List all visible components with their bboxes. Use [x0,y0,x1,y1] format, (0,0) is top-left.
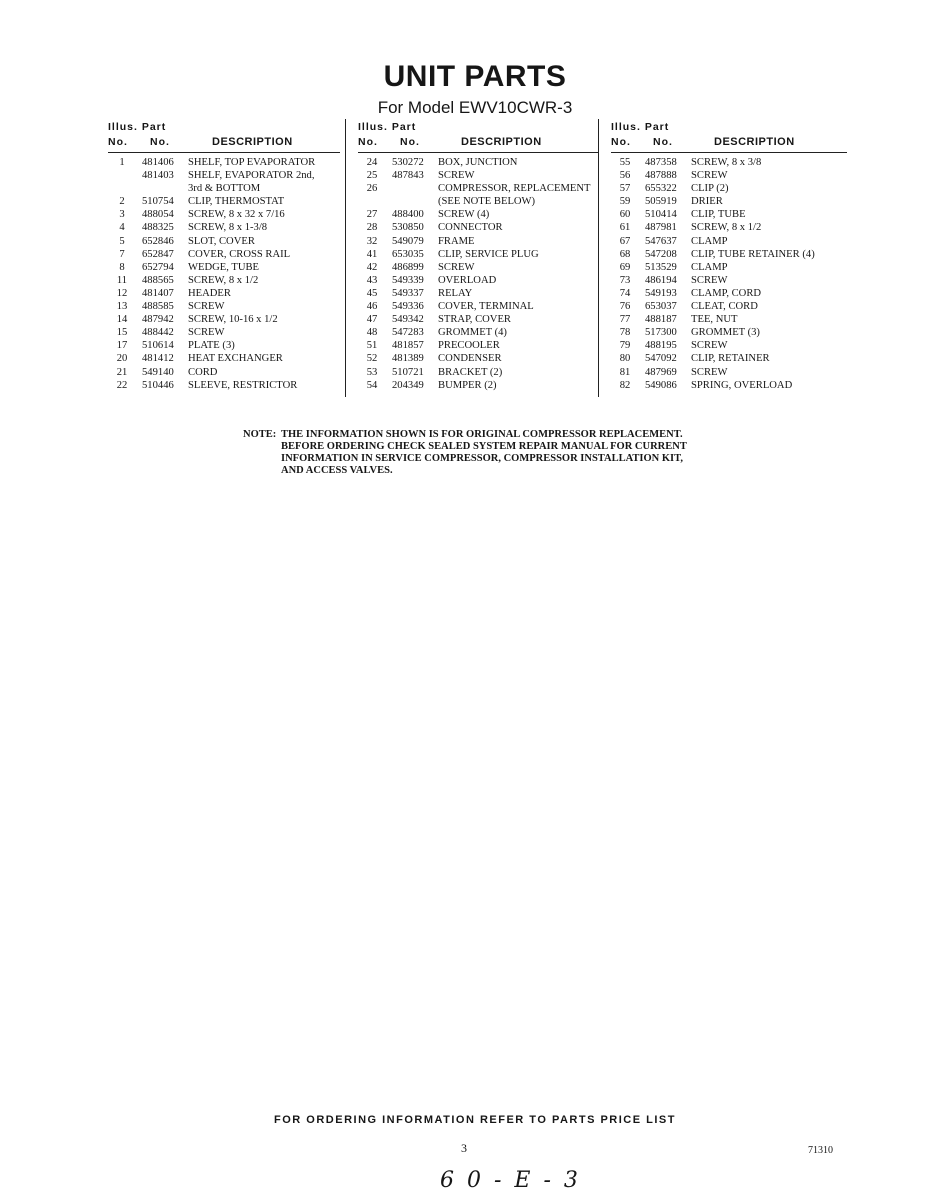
part-description: COVER, CROSS RAIL [188,248,291,260]
page-subtitle: For Model EWV10CWR-3 [377,98,573,117]
parts-rows [358,153,598,392]
part-description: SCREW [691,340,728,352]
parts-rows [108,153,340,392]
part-description: 3rd & BOTTOM [188,183,261,195]
header-description: DESCRIPTION [714,136,795,148]
part-row [108,182,340,195]
illus-number: 22 [116,379,128,391]
illus-number: 3 [119,209,125,221]
part-row [108,221,340,234]
part-row [358,235,598,248]
part-row [611,287,847,300]
part-description: BRACKET (2) [438,366,503,378]
part-row [108,195,340,208]
illus-number: 32 [366,235,378,247]
note-line: AND ACCESS VALVES. [281,465,393,476]
part-row [108,300,340,313]
ordering-footer: FOR ORDERING INFORMATION REFER TO PARTS PRICE LIST [274,1114,676,1126]
part-row [358,248,598,261]
part-description: SLEEVE, RESTRICTOR [188,379,298,391]
illus-number: 5 [119,235,125,247]
part-row [611,339,847,352]
part-number: 653035 [392,248,424,260]
part-description: SCREW, 10-16 x 1/2 [188,314,278,326]
part-number: 510721 [392,366,424,378]
part-description: SHELF, EVAPORATOR 2nd, [188,170,315,182]
part-number: 510446 [142,379,174,391]
part-number: 487981 [645,222,677,234]
note-line: BEFORE ORDERING CHECK SEALED SYSTEM REPAIR MANUAL FOR CURRENT [281,441,687,452]
illus-number: 73 [619,274,631,286]
part-number [386,195,438,208]
part-description: CONNECTOR [438,222,503,234]
part-row [108,261,340,274]
parts-column-3 [611,119,847,401]
part-number: 549336 [392,301,424,313]
illus-number: 77 [619,314,631,326]
illus-number: 43 [366,274,378,286]
part-row [108,156,340,169]
part-description: BOX, JUNCTION [438,157,518,168]
illus-number: 52 [366,353,378,365]
part-row [611,352,847,365]
part-row [358,326,598,339]
part-row [611,156,847,169]
illus-number: 24 [366,157,378,168]
illus-number: 17 [116,340,128,352]
illus-number [108,169,136,182]
header-description: DESCRIPTION [212,136,293,148]
part-row [358,339,598,352]
part-description: CORD [188,366,218,378]
part-number: 549339 [392,274,424,286]
part-row [358,352,598,365]
illus-number: 80 [619,353,631,365]
part-number: 204349 [392,379,424,391]
note-label: NOTE: [243,429,277,440]
part-description: FRAME [438,235,475,247]
parts-column-1 [108,119,340,401]
illus-number: 69 [619,261,631,273]
illus-number: 27 [366,209,378,221]
illus-number: 14 [116,314,128,326]
part-description: COMPRESSOR, REPLACEMENT [438,183,591,195]
part-row [358,287,598,300]
illus-number: 68 [619,248,631,260]
parts-column-2 [358,119,598,401]
illus-number: 56 [619,170,631,182]
illus-number: 11 [116,274,128,286]
part-number: 547637 [645,235,677,247]
part-number: 505919 [645,196,677,208]
part-row [108,208,340,221]
part-row [611,366,847,379]
part-number: 517300 [645,327,677,339]
part-row [358,313,598,326]
header-part-no: No. [400,136,420,148]
column-divider [598,119,599,397]
illus-number: 2 [119,196,125,208]
part-description: CLAMP, CORD [691,287,762,299]
part-description: PLATE (3) [188,340,235,352]
illus-number: 57 [619,183,631,195]
part-description: CONDENSER [438,353,502,365]
part-row [108,326,340,339]
part-number: 549193 [645,287,677,299]
part-number: 510414 [645,209,677,221]
part-number: 510754 [142,196,174,208]
part-description: SCREW, 8 x 32 x 7/16 [188,209,285,221]
part-description: SCREW [438,261,475,273]
part-description: CLAMP [691,235,728,247]
part-description: SLOT, COVER [188,235,255,247]
part-description: CLIP, SERVICE PLUG [438,248,539,260]
part-row [611,300,847,313]
part-row [611,195,847,208]
page-title: UNIT PARTS [383,60,567,93]
part-number: 530272 [392,157,424,168]
part-description: DRIER [691,196,723,208]
part-row [358,182,598,195]
part-number: 488565 [142,274,174,286]
page-number: 3 [461,1141,467,1155]
part-description: SHELF, TOP EVAPORATOR [188,157,316,168]
note-line: THE INFORMATION SHOWN IS FOR ORIGINAL COMPRESSOR REPLACEMENT. [281,429,683,440]
part-row [358,208,598,221]
illus-number: 15 [116,327,128,339]
part-description: SCREW [691,274,728,286]
part-description: SCREW [188,301,225,313]
illus-number: 1 [119,157,125,168]
illus-number: 7 [119,248,125,260]
part-number: 655322 [645,183,677,195]
note-line: INFORMATION IN SERVICE COMPRESSOR, COMPRESSOR INSTALLATION KIT, [281,453,683,464]
header-illus-part: Illus. Part [358,121,417,133]
part-description: (SEE NOTE BELOW) [438,196,536,208]
part-number: 487843 [392,170,424,182]
illus-number [358,195,386,208]
part-row [108,313,340,326]
part-description: SCREW [438,170,475,182]
illus-number: 59 [619,196,631,208]
part-number: 549342 [392,314,424,326]
illus-number: 46 [366,301,378,313]
document-code: 71310 [808,1145,833,1156]
part-description: SCREW, 8 x 1/2 [188,274,259,286]
part-row [611,235,847,248]
illus-number: 48 [366,327,378,339]
part-row [358,261,598,274]
illus-number: 12 [116,287,128,299]
header-illus-no: No. [108,136,128,148]
part-row [108,366,340,379]
part-row [108,379,340,392]
part-number: 488585 [142,301,174,313]
part-description: GROMMET (4) [438,327,507,339]
illus-number: 45 [366,287,378,299]
illus-number: 74 [619,287,631,299]
illus-number: 42 [366,261,378,273]
part-number: 481857 [392,340,424,352]
part-number: 652846 [142,235,174,247]
part-row [611,326,847,339]
part-number: 652847 [142,248,174,260]
illus-number: 21 [116,366,128,378]
illus-number: 41 [366,248,378,260]
header-illus-no: No. [611,136,631,148]
part-number: 513529 [645,261,677,273]
column-header [611,119,847,153]
part-description: HEADER [188,287,231,299]
part-row [611,379,847,392]
part-number: 487942 [142,314,174,326]
illus-number: 81 [619,366,631,378]
part-description: BUMPER (2) [438,379,497,391]
part-row [358,274,598,287]
part-description: HEAT EXCHANGER [188,353,283,365]
part-description: WEDGE, TUBE [188,261,260,273]
part-row [108,274,340,287]
part-number: 653037 [645,301,677,313]
part-number: 652794 [142,261,174,273]
column-header [358,119,598,153]
part-row [611,274,847,287]
part-number: 510614 [142,340,174,352]
part-number: 530850 [392,222,424,234]
illus-number: 54 [366,379,378,391]
part-description: SPRING, OVERLOAD [691,379,793,391]
part-description: SCREW [188,327,225,339]
part-number: 481412 [142,353,174,365]
part-number: 488054 [142,209,174,221]
part-number: 488187 [645,314,677,326]
part-description: STRAP, COVER [438,314,511,326]
illus-number: 4 [119,222,125,234]
part-description: CLIP, THERMOSTAT [188,196,285,208]
handwritten-annotation: 6 0 - E - 3 [440,1168,581,1193]
illus-number: 26 [366,183,378,195]
part-description: CLEAT, CORD [691,301,758,313]
part-description: SCREW, 8 x 1-3/8 [188,222,268,234]
illus-number: 51 [366,340,378,352]
part-row [358,195,598,208]
part-description: SCREW [691,366,728,378]
part-number: 547092 [645,353,677,365]
part-number: 488400 [392,209,424,221]
part-row [358,221,598,234]
part-description: GROMMET (3) [691,327,760,339]
illus-number: 20 [116,353,128,365]
part-description: CLAMP [691,261,728,273]
part-description: CLIP, RETAINER [691,353,770,365]
part-description: OVERLOAD [438,274,497,286]
illus-number: 28 [366,222,378,234]
part-row [611,221,847,234]
header-illus-part: Illus. Part [108,121,167,133]
header-part-no: No. [150,136,170,148]
part-number: 487969 [645,366,677,378]
header-illus-part: Illus. Part [611,121,670,133]
part-description: RELAY [438,287,473,299]
illus-number: 79 [619,340,631,352]
parts-rows [611,153,847,392]
part-row [108,287,340,300]
part-description: PRECOOLER [438,340,500,352]
part-description: SCREW, 8 x 3/8 [691,157,762,168]
part-row [611,182,847,195]
part-row [611,169,847,182]
part-row [611,261,847,274]
part-number: 486194 [645,274,677,286]
part-number: 487358 [645,157,677,168]
illus-number: 61 [619,222,631,234]
illus-number: 47 [366,314,378,326]
part-number: 549337 [392,287,424,299]
part-number: 488325 [142,222,174,234]
part-row [358,156,598,169]
illus-number: 13 [116,301,128,313]
part-number: 486899 [392,261,424,273]
part-row [358,379,598,392]
part-number: 549140 [142,366,174,378]
column-header [108,119,340,153]
part-description: SCREW (4) [438,209,490,221]
part-row [358,300,598,313]
part-number: 481389 [392,353,424,365]
part-number: 487888 [645,170,677,182]
illus-number [108,182,136,195]
part-number [136,182,188,195]
illus-number: 60 [619,209,631,221]
part-description: SCREW [691,170,728,182]
illus-number: 55 [619,157,631,168]
compressor-note [243,429,713,477]
illus-number: 78 [619,327,631,339]
part-number: 481406 [142,157,174,168]
part-number: 488195 [645,340,677,352]
illus-number: 76 [619,301,631,313]
header-description: DESCRIPTION [461,136,542,148]
part-number: 547208 [645,248,677,260]
part-row [108,339,340,352]
part-number: 547283 [392,327,424,339]
part-number: 488442 [142,327,174,339]
illus-number: 53 [366,366,378,378]
illus-number: 8 [119,261,125,273]
part-row [108,169,340,182]
part-description: COVER, TERMINAL [438,301,534,313]
header-illus-no: No. [358,136,378,148]
part-row [611,248,847,261]
part-row [611,313,847,326]
part-number: 549079 [392,235,424,247]
part-number: 549086 [645,379,677,391]
illus-number: 67 [619,235,631,247]
part-number: 481403 [142,170,174,182]
part-row [611,208,847,221]
column-divider [345,119,346,397]
illus-number: 25 [366,170,378,182]
part-row [108,235,340,248]
part-description: TEE, NUT [691,314,738,326]
part-row [358,169,598,182]
part-description: CLIP, TUBE [691,209,746,221]
part-row [108,352,340,365]
part-row [108,248,340,261]
part-row [358,366,598,379]
part-description: CLIP (2) [691,183,729,195]
part-description: CLIP, TUBE RETAINER (4) [691,248,815,260]
header-part-no: No. [653,136,673,148]
part-number [386,182,438,195]
part-description: SCREW, 8 x 1/2 [691,222,762,234]
part-number: 481407 [142,287,174,299]
illus-number: 82 [619,379,631,391]
